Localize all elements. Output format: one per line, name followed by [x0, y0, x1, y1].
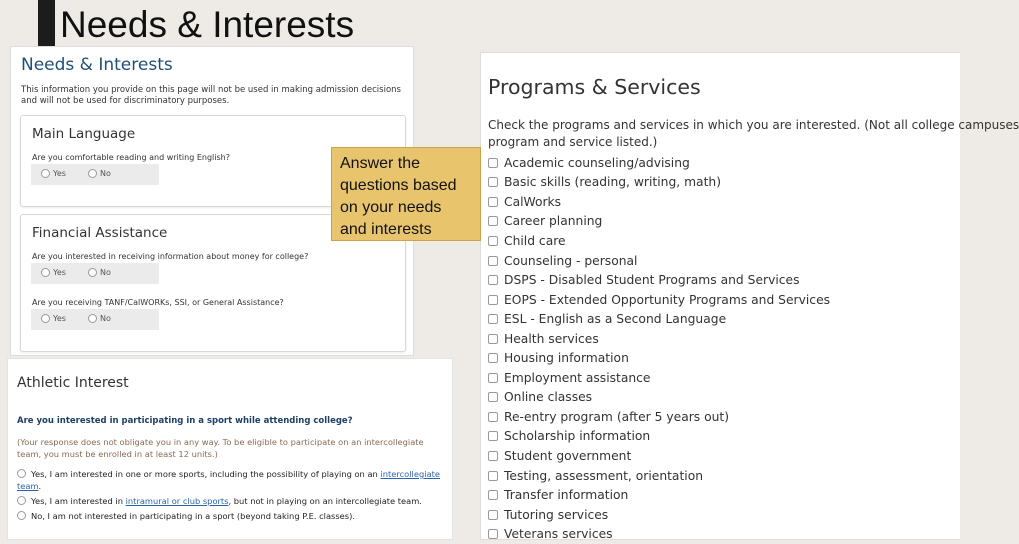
programs-checklist	[488, 153, 830, 544]
program-item[interactable]	[488, 427, 830, 447]
program-item-label: Online classes	[504, 390, 593, 405]
program-item-label: Academic counseling/advising	[504, 155, 690, 170]
checkbox[interactable]	[488, 451, 498, 461]
checkbox[interactable]	[488, 295, 498, 305]
checkbox[interactable]	[488, 177, 498, 187]
money-yes-label: Yes	[53, 268, 66, 277]
program-item[interactable]	[488, 153, 830, 173]
checkbox[interactable]	[488, 314, 498, 324]
athletic-option-2-text: Yes, I am interested in	[31, 496, 123, 506]
athletic-option-2-suffix: , but not in playing on an intercollegiate team.	[228, 496, 422, 506]
checkbox[interactable]	[488, 431, 498, 441]
money-radio-group	[31, 263, 159, 284]
program-item-label: Housing information	[504, 351, 629, 366]
athletic-option-1-radio[interactable]	[17, 469, 26, 478]
program-item-label: Testing, assessment, orientation	[504, 468, 704, 483]
athletic-option-1[interactable]	[17, 468, 452, 492]
programs-intro-line-1: Check the programs and services in which you are interested. (Not all college campuses	[488, 118, 1019, 132]
money-no-radio[interactable]	[88, 268, 97, 277]
intercollegiate-team-link[interactable]: intercollegiate team	[17, 469, 440, 491]
programs-intro	[488, 117, 1019, 151]
program-item[interactable]	[488, 505, 830, 525]
checkbox[interactable]	[488, 510, 498, 520]
athletic-option-3-text: No, I am not interested in participating in a sport (beyond taking P.E. classes).	[31, 511, 355, 521]
program-item[interactable]	[488, 309, 830, 329]
athletic-option-2-radio[interactable]	[17, 496, 26, 505]
program-item-label: Career planning	[504, 214, 603, 229]
program-item[interactable]	[488, 407, 830, 427]
checkbox[interactable]	[488, 197, 498, 207]
tanf-yes-label: Yes	[53, 314, 66, 323]
athletic-title: Athletic Interest	[17, 375, 129, 391]
program-item[interactable]	[488, 212, 830, 232]
tanf-no-label: No	[100, 314, 111, 323]
program-item-label: Student government	[504, 448, 632, 463]
program-item-label: Transfer information	[504, 488, 629, 503]
athletic-option-3[interactable]	[17, 510, 355, 522]
program-item[interactable]	[488, 348, 830, 368]
checkbox[interactable]	[488, 158, 498, 168]
programs-intro-line-2: program and service listed.)	[488, 135, 658, 149]
checkbox[interactable]	[488, 353, 498, 363]
program-item-label: ESL - English as a Second Language	[504, 312, 727, 327]
athletic-option-3-radio[interactable]	[17, 511, 26, 520]
money-question: Are you interested in receiving information about money for college?	[32, 252, 309, 261]
program-item-label: Re-entry program (after 5 years out)	[504, 409, 730, 424]
checkbox[interactable]	[488, 490, 498, 500]
athletic-interest-screenshot	[7, 358, 453, 540]
program-item[interactable]	[488, 251, 830, 271]
program-item[interactable]	[488, 290, 830, 310]
checkbox[interactable]	[488, 529, 498, 539]
program-item[interactable]	[488, 231, 830, 251]
checkbox[interactable]	[488, 216, 498, 226]
needs-heading: Needs & Interests	[21, 55, 173, 75]
intramural-link[interactable]: intramural or club sports	[125, 496, 229, 506]
checkbox[interactable]	[488, 236, 498, 246]
title-accent-bar	[38, 0, 55, 46]
program-item[interactable]	[488, 368, 830, 388]
athletic-option-2[interactable]	[17, 495, 422, 507]
english-radio-group	[31, 164, 159, 185]
program-item-label: Health services	[504, 331, 599, 346]
money-yes-radio[interactable]	[41, 268, 50, 277]
needs-intro: This information you provide on this page will not be used in making admission decisions and will not be used for discriminatory purposes.	[21, 85, 401, 106]
athletic-option-1-text: Yes, I am interested in one or more sports, including the possibility of playing on an	[31, 469, 378, 479]
program-item[interactable]	[488, 192, 830, 212]
checkbox[interactable]	[488, 412, 498, 422]
athletic-note: (Your response does not obligate you in any way. To be eligible to participate on an intercollegiate team, you must be enrolled in at least 12 units.)	[17, 437, 424, 459]
money-no-label: No	[100, 268, 111, 277]
english-no-radio[interactable]	[88, 169, 97, 178]
program-item-label: Scholarship information	[504, 429, 651, 444]
tanf-yes-radio[interactable]	[41, 314, 50, 323]
english-yes-radio[interactable]	[41, 169, 50, 178]
program-item-label: Veterans services	[504, 527, 613, 542]
program-item-label: CalWorks	[504, 194, 562, 209]
program-item-label: EOPS - Extended Opportunity Programs and Services	[504, 292, 831, 307]
main-language-title: Main Language	[32, 126, 136, 142]
tanf-radio-group	[31, 309, 159, 330]
program-item-label: Employment assistance	[504, 370, 651, 385]
program-item-label: DSPS - Disabled Student Programs and Services	[504, 273, 800, 288]
programs-title: Programs & Services	[488, 75, 701, 99]
checkbox[interactable]	[488, 392, 498, 402]
checkbox[interactable]	[488, 275, 498, 285]
program-item[interactable]	[488, 524, 830, 544]
athletic-question: Are you interested in participating in a sport while attending college?	[17, 416, 353, 426]
tanf-no-radio[interactable]	[88, 314, 97, 323]
program-item-label: Tutoring services	[504, 507, 609, 522]
english-yes-label: Yes	[53, 169, 66, 178]
slide-title: Needs & Interests	[60, 4, 355, 45]
checkbox[interactable]	[488, 334, 498, 344]
program-item[interactable]	[488, 446, 830, 466]
athletic-option-1-suffix: .	[38, 481, 42, 491]
english-no-label: No	[100, 169, 111, 178]
checkbox[interactable]	[488, 471, 498, 481]
programs-services-screenshot	[480, 52, 1019, 542]
program-item[interactable]	[488, 466, 830, 486]
program-item[interactable]	[488, 173, 830, 193]
program-item-label: Child care	[504, 233, 566, 248]
checkbox[interactable]	[488, 373, 498, 383]
checkbox[interactable]	[488, 256, 498, 266]
program-item-label: Basic skills (reading, writing, math)	[504, 175, 721, 190]
program-item[interactable]	[488, 388, 830, 408]
program-item[interactable]	[488, 270, 830, 290]
tanf-question: Are you receiving TANF/CalWORKs, SSI, or General Assistance?	[32, 298, 284, 307]
program-item[interactable]	[488, 329, 830, 349]
program-item[interactable]	[488, 485, 830, 505]
program-item-label: Counseling - personal	[504, 253, 638, 268]
financial-title: Financial Assistance	[32, 225, 168, 241]
instruction-callout: Answer the questions based on your needs and interests	[331, 147, 481, 241]
english-question: Are you comfortable reading and writing English?	[32, 153, 230, 162]
